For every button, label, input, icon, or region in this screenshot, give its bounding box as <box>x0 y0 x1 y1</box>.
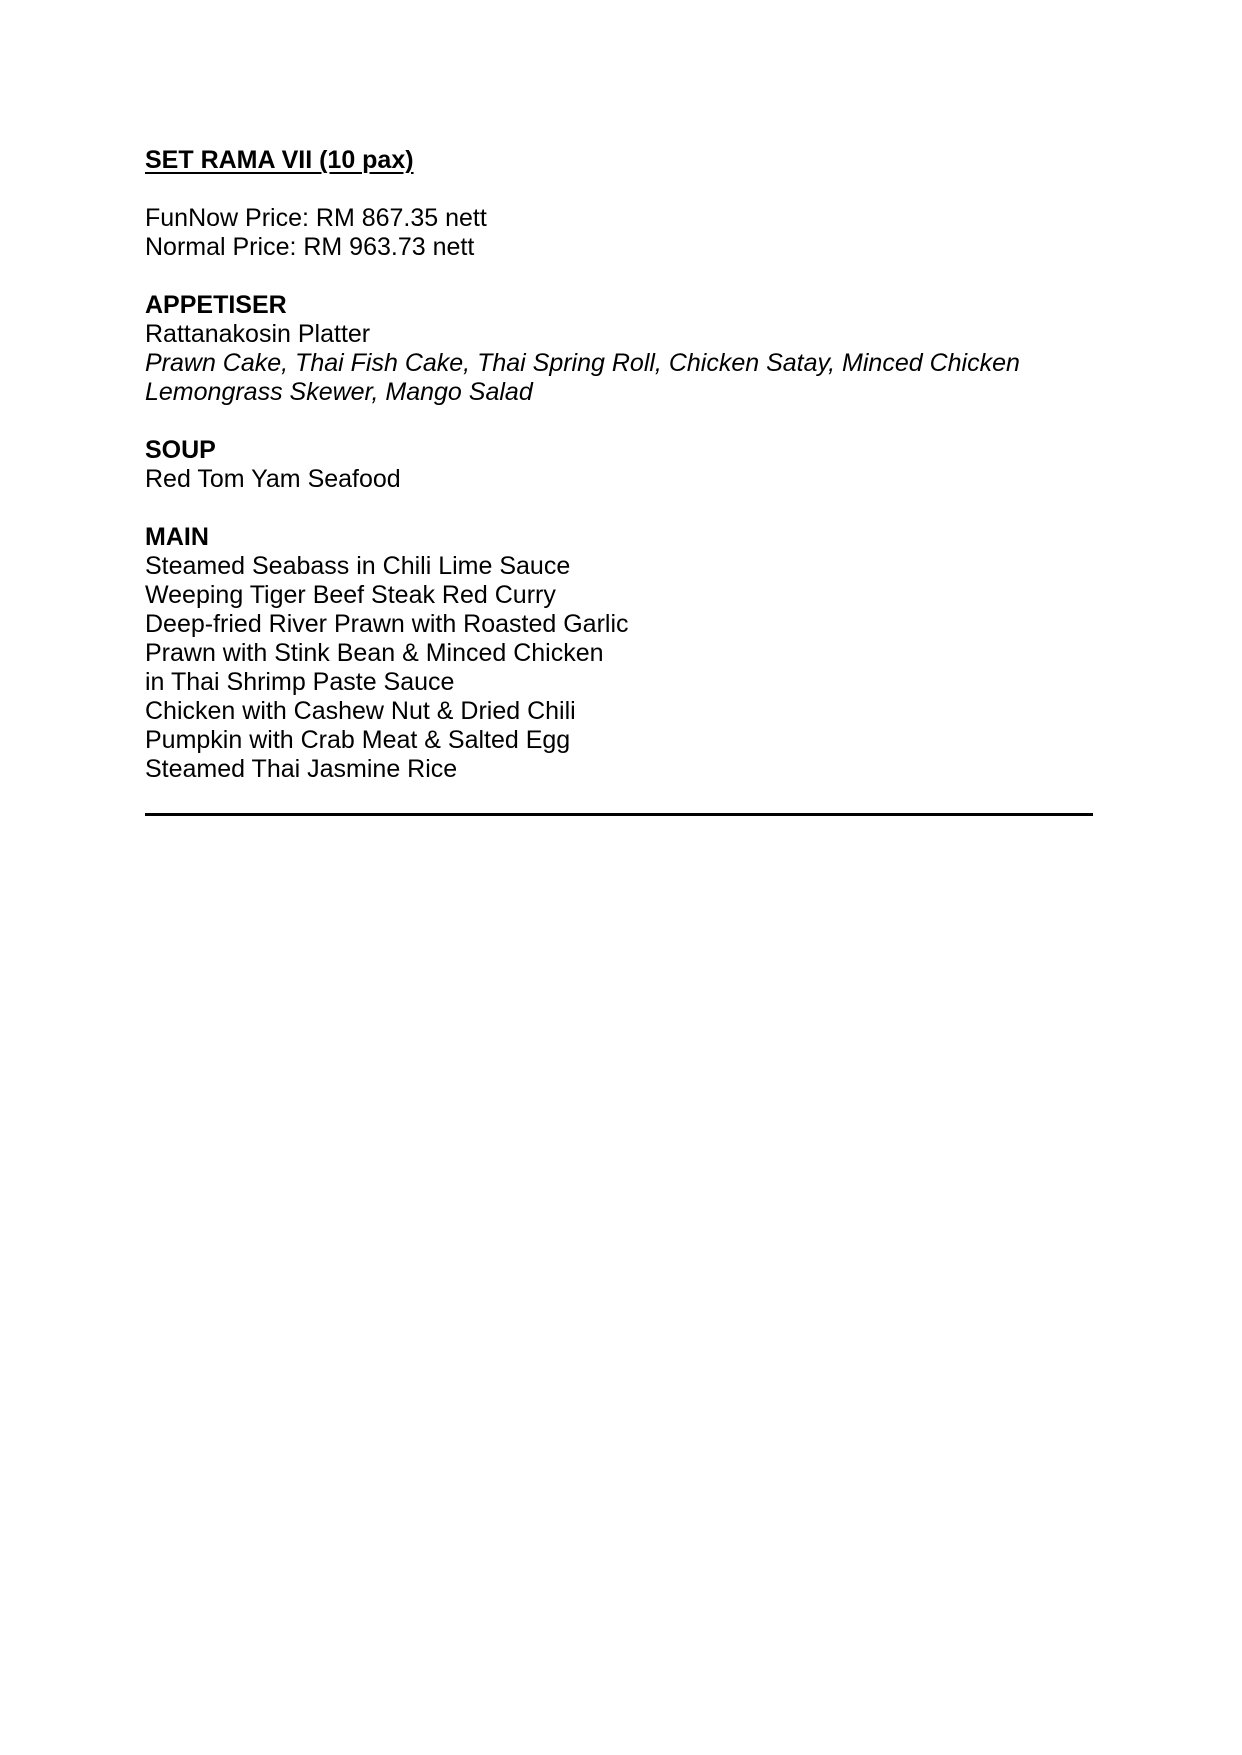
main-item: Prawn with Stink Bean & Minced Chicken <box>145 639 604 667</box>
main-heading: MAIN <box>145 523 209 551</box>
divider <box>145 813 1093 816</box>
appetiser-item: Rattanakosin Platter <box>145 320 371 348</box>
main-item: Steamed Thai Jasmine Rice <box>145 755 458 783</box>
appetiser-heading: APPETISER <box>145 291 287 319</box>
funnow-price: FunNow Price: RM 867.35 nett <box>145 204 487 232</box>
appetiser-description-line: Prawn Cake, Thai Fish Cake, Thai Spring Roll, Chicken Satay, Minced Chicken <box>145 349 1020 377</box>
main-item: Deep-fried River Prawn with Roasted Garlic <box>145 610 629 638</box>
soup-item: Red Tom Yam Seafood <box>145 465 401 493</box>
main-item: Steamed Seabass in Chili Lime Sauce <box>145 552 571 580</box>
normal-price: Normal Price: RM 963.73 nett <box>145 233 475 261</box>
price-block <box>145 204 1093 262</box>
main-item: Weeping Tiger Beef Steak Red Curry <box>145 581 556 609</box>
main-item: Pumpkin with Crab Meat & Salted Egg <box>145 726 571 754</box>
menu-content <box>145 146 1093 816</box>
page-title: SET RAMA VII (10 pax) <box>145 146 414 174</box>
title-block <box>145 146 1093 175</box>
appetiser-description-line: Lemongrass Skewer, Mango Salad <box>145 378 533 406</box>
main-item: Chicken with Cashew Nut & Dried Chili <box>145 697 576 725</box>
main-section <box>145 523 1093 784</box>
main-item: in Thai Shrimp Paste Sauce <box>145 668 455 696</box>
appetiser-section <box>145 291 1093 407</box>
soup-heading: SOUP <box>145 436 216 464</box>
soup-section <box>145 436 1093 494</box>
